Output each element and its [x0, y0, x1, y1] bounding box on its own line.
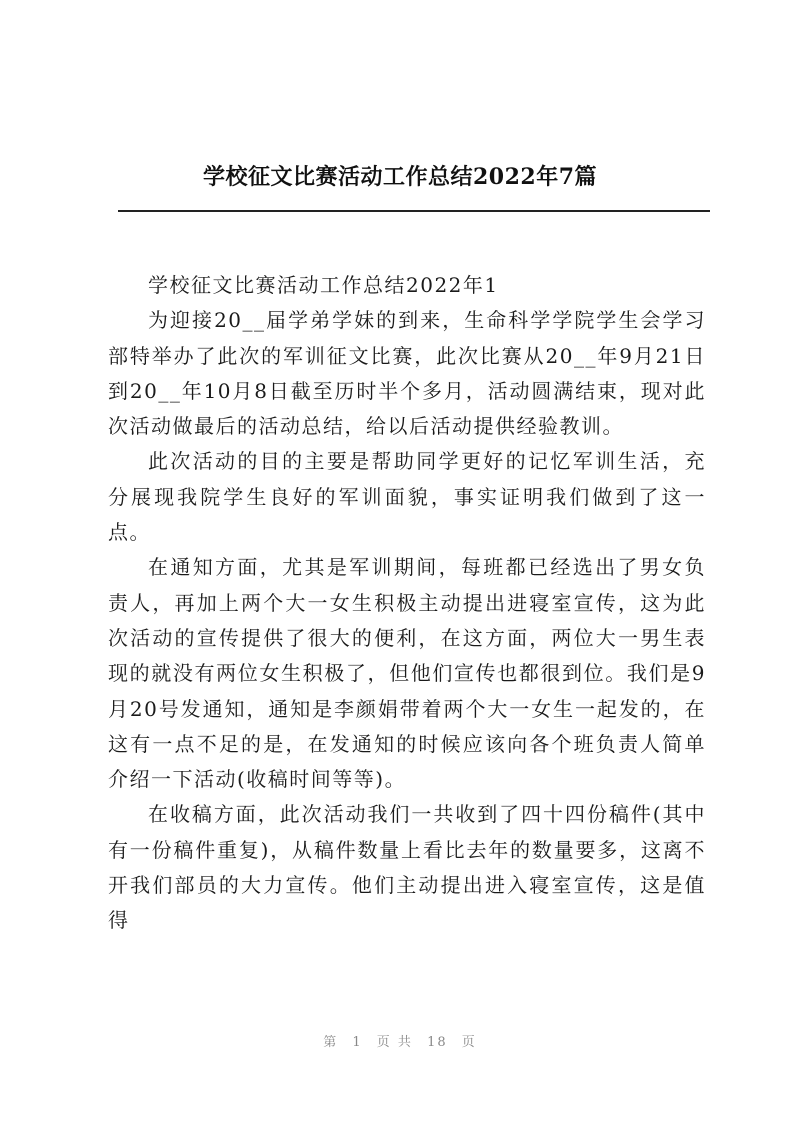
paragraph: 在收稿方面，此次活动我们一共收到了四十四份稿件(其中有一份稿件重复)，从稿件数量上看比去年的数量要多，这离不开我们部员的大力宣传。他们主动提出进入寝室宣传，这是值得	[108, 802, 706, 933]
document-body	[108, 268, 706, 939]
footer-total-prefix: 页 共	[376, 1035, 413, 1050]
paragraph: 为迎接20__届学弟学妹的到来，生命科学学院学生会学习部特举办了此次的军训征文比赛，此次比赛从20__年9月21日到20__年10月8日截至历时半个多月，活动圆满结束，现对此次活动做最后的活动总结，给以后活动提供经验教训。	[108, 308, 706, 439]
footer-total-pages: 18	[427, 1035, 448, 1050]
paragraph: 在通知方面，尤其是军训期间，每班都已经选出了男女负责人，再加上两个大一女生积极主动提出进寝室宣传，这为此次活动的宣传提供了很大的便利，在这方面，两位大一男生表现的就没有两位女生积极了，但他们宣传也都很到位。我们是9月20号发通知，通知是李颜娟带着两个大一女生一起发的，在这有一点不足的是，在发通知的时候应该向各个班负责人简单介绍一下活动(收稿时间等等)。	[108, 555, 706, 792]
footer-total-suffix: 页	[461, 1035, 477, 1050]
paragraph: 此次活动的目的主要是帮助同学更好的记忆军训生活，充分展现我院学生良好的军训面貌，事实证明我们做到了这一点。	[108, 449, 706, 545]
page-footer	[0, 1031, 800, 1050]
document-title: 学校征文比赛活动工作总结2022年7篇	[202, 164, 598, 190]
title-divider	[118, 210, 710, 212]
footer-page-label: 第	[323, 1035, 339, 1050]
footer-current-page: 1	[352, 1035, 363, 1050]
paragraph-heading: 学校征文比赛活动工作总结2022年1	[148, 273, 499, 297]
